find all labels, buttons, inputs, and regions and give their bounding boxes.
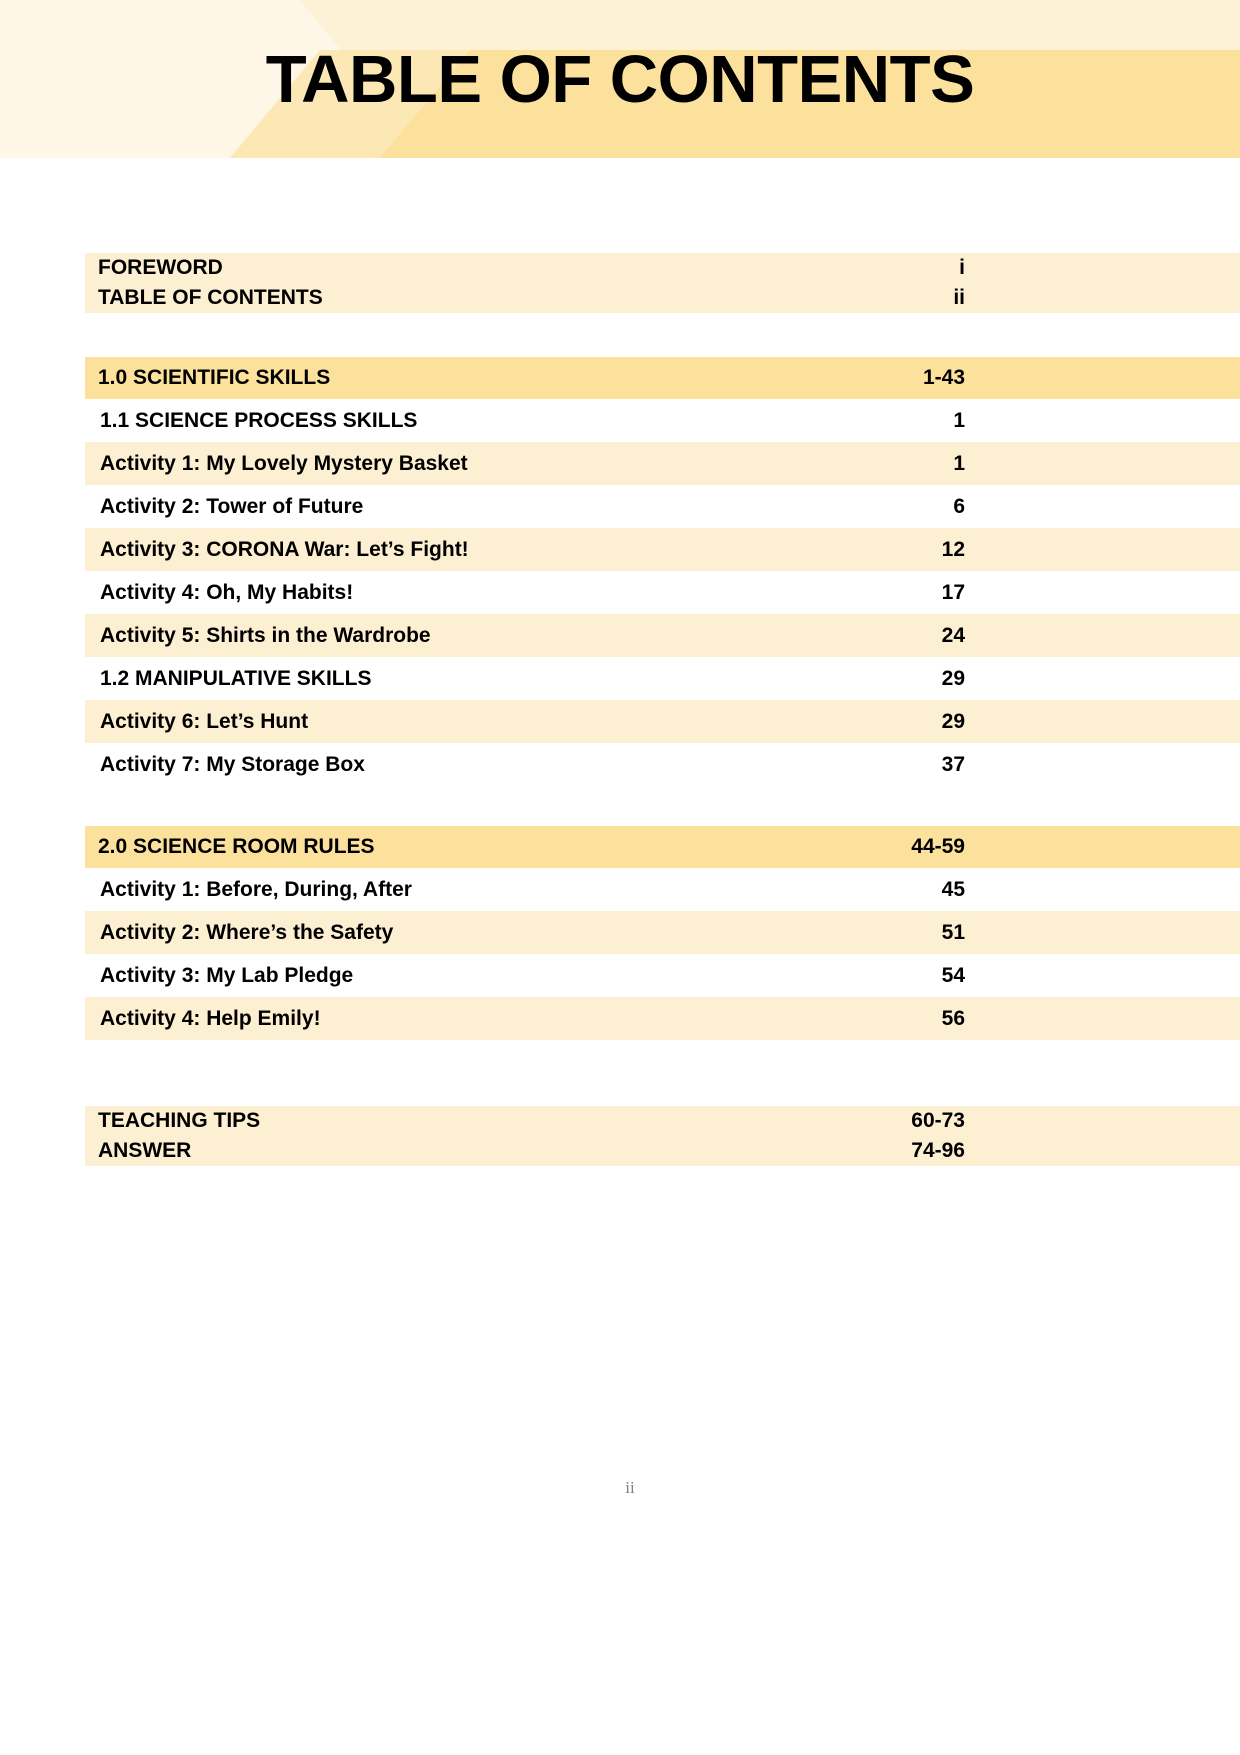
toc-row-label: Activity 5: Shirts in the Wardrobe	[100, 623, 431, 647]
toc-row[interactable]	[85, 571, 1240, 614]
toc-row-page: 6	[953, 494, 965, 518]
toc-row-label: Activity 4: Help Emily!	[100, 1006, 321, 1030]
toc-row-label: Activity 1: My Lovely Mystery Basket	[100, 451, 468, 475]
toc-row[interactable]	[85, 442, 1240, 485]
section-heading-page: 44-59	[911, 835, 965, 858]
section-heading-row[interactable]	[85, 357, 1240, 399]
toc-row[interactable]	[85, 1136, 1240, 1166]
toc-row-page: 56	[941, 1006, 965, 1030]
section-block-1	[85, 357, 1240, 786]
toc-row-label: 1.2 MANIPULATIVE SKILLS	[100, 666, 372, 690]
section-block-2	[85, 826, 1240, 1040]
toc-row[interactable]	[85, 954, 1240, 997]
section-heading-page: 1-43	[922, 366, 965, 389]
page-title: TABLE OF CONTENTS	[265, 41, 975, 117]
toc-row-page: ii	[953, 286, 965, 309]
toc-row-label: TABLE OF CONTENTS	[98, 286, 323, 309]
toc-row-label: Activity 2: Tower of Future	[100, 494, 364, 518]
toc-row[interactable]	[85, 614, 1240, 657]
toc-row-label: Activity 3: CORONA War: Let’s Fight!	[100, 537, 469, 561]
toc-row-page: 12	[941, 537, 965, 561]
toc-row-page: 60-73	[911, 1109, 965, 1132]
toc-row-page: 45	[941, 877, 965, 901]
toc-row-label: Activity 7: My Storage Box	[100, 752, 365, 776]
toc-row[interactable]	[85, 528, 1240, 571]
toc-row-page: 29	[941, 709, 965, 733]
front-matter-block	[85, 253, 1240, 313]
section-heading-label: 1.0 SCIENTIFIC SKILLS	[98, 366, 331, 389]
toc-row[interactable]	[85, 485, 1240, 528]
toc-row[interactable]	[85, 911, 1240, 954]
toc-row[interactable]	[85, 657, 1240, 700]
toc-row-label: Activity 6: Let’s Hunt	[100, 709, 309, 733]
toc-row-label: Activity 3: My Lab Pledge	[100, 963, 354, 987]
toc-row-page: 37	[941, 752, 965, 776]
footer-page-number: ii	[625, 1478, 635, 1497]
toc-row-page: i	[959, 256, 965, 279]
toc-row-page: 17	[941, 580, 965, 604]
toc-row[interactable]	[85, 399, 1240, 442]
toc-row[interactable]	[85, 868, 1240, 911]
toc-row-label: 1.1 SCIENCE PROCESS SKILLS	[100, 408, 418, 432]
toc-row[interactable]	[85, 743, 1240, 786]
back-matter-block	[85, 1106, 1240, 1166]
toc-row-page: 1	[953, 408, 965, 432]
toc-row-label: FOREWORD	[98, 256, 223, 279]
toc-row-page: 1	[953, 451, 965, 475]
page-header-banner	[0, 0, 1240, 158]
toc-row-label: Activity 4: Oh, My Habits!	[100, 580, 354, 604]
toc-row-page: 74-96	[911, 1139, 965, 1162]
toc-row-page: 54	[941, 963, 965, 987]
toc-row-label: ANSWER	[98, 1139, 192, 1162]
section-heading-row[interactable]	[85, 826, 1240, 868]
toc-row-label: Activity 2: Where’s the Safety	[100, 920, 394, 944]
toc-row[interactable]	[85, 1106, 1240, 1136]
toc-row[interactable]	[85, 997, 1240, 1040]
toc-row-page: 24	[941, 623, 965, 647]
toc-row[interactable]	[85, 283, 1240, 313]
section-heading-label: 2.0 SCIENCE ROOM RULES	[98, 835, 375, 858]
toc-row-label: TEACHING TIPS	[98, 1109, 261, 1132]
toc-row-page: 29	[941, 666, 965, 690]
toc-row[interactable]	[85, 253, 1240, 283]
toc-row-label: Activity 1: Before, During, After	[100, 877, 412, 901]
toc-row[interactable]	[85, 700, 1240, 743]
toc-row-page: 51	[941, 920, 965, 944]
